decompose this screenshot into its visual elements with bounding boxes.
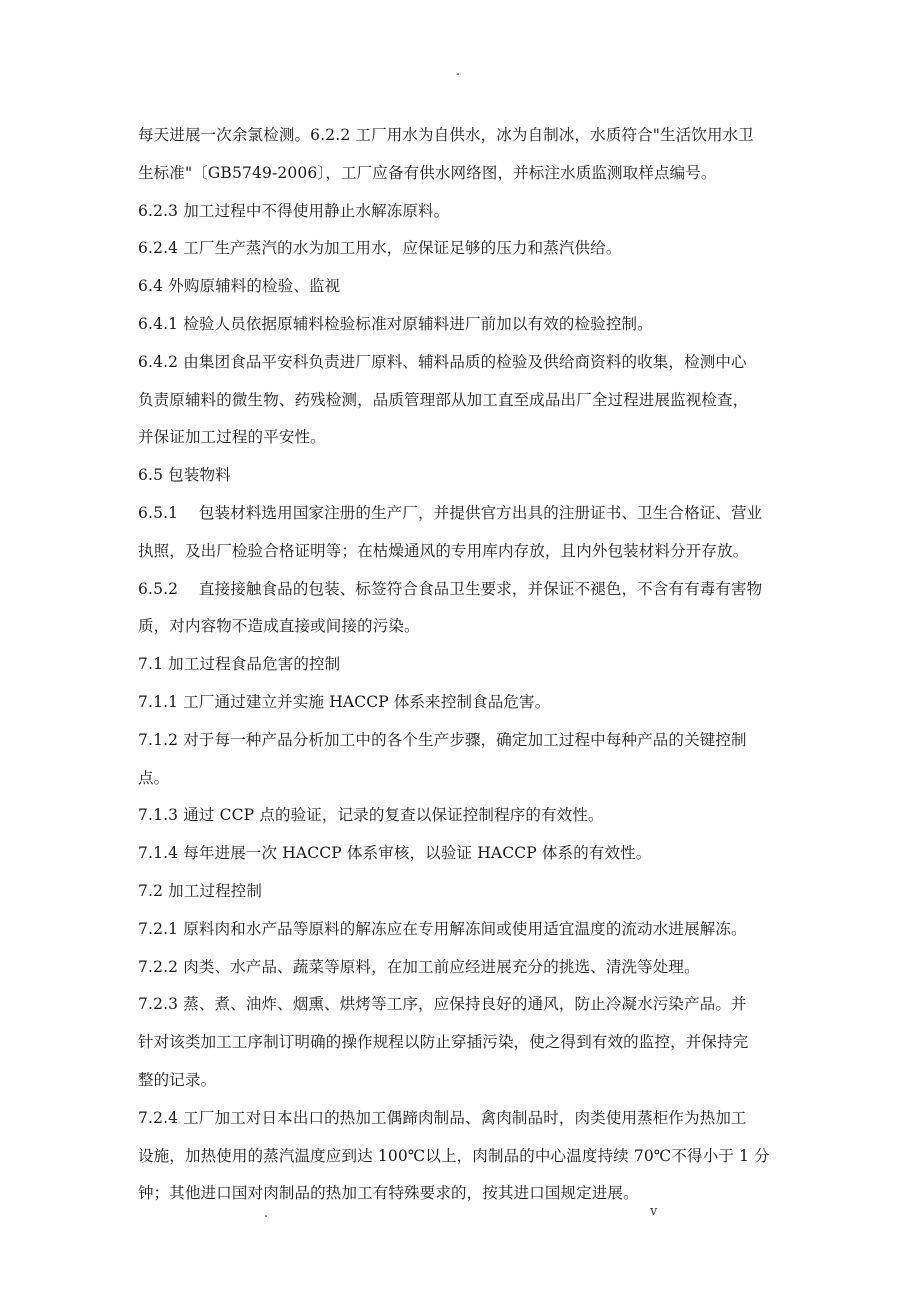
text-line: 7.2.1 原料肉和水产品等原料的解冻应在专用解冻间或使用适宜温度的流动水进展解冻。 <box>138 919 747 938</box>
body-text <box>138 117 788 1213</box>
text-line: 设施，加热使用的蒸汽温度应到达 100℃以上，肉制品的中心温度持续 70℃不得小于 1 分 <box>138 1146 770 1165</box>
text-line: 6.2.4 工厂生产蒸汽的水为加工用水，应保证足够的压力和蒸汽供给。 <box>138 239 622 258</box>
section-heading: 7.1 加工过程食品危害的控制 <box>138 655 341 674</box>
text-line: 执照，及出厂检验合格证明等；在枯燥通风的专用库内存放，且内外包装材料分开存放。 <box>138 541 749 560</box>
page-number: v <box>650 1204 658 1219</box>
text-line: 6.5.2 直接接触食品的包装、标签符合食品卫生要求，并保证不褪色，不含有有毒有害物 <box>138 579 763 598</box>
text-line: 7.1.1 工厂通过建立并实施 HACCP 体系来控制食品危害。 <box>138 692 551 711</box>
text-line: 7.1.4 每年进展一次 HACCP 体系审核，以验证 HACCP 体系的有效性。 <box>138 844 652 863</box>
section-heading: 6.5 包装物料 <box>138 466 231 485</box>
text-line: 7.1.3 通过 CCP 点的验证，记录的复查以保证控制程序的有效性。 <box>138 806 604 825</box>
text-line: 每天进展一次余氯检测。6.2.2 工厂用水为自供水，冰为自制冰，水质符合"生活饮用水卫 <box>138 126 754 144</box>
text-line: 6.2.3 加工过程中不得使用静止水解冻原料。 <box>138 201 450 220</box>
text-line: 6.4.2 由集团食品平安科负责进厂原料、辅料品质的检验及供给商资料的收集，检测中心 <box>138 352 747 371</box>
text-line: 7.2.2 肉类、水产品、蔬菜等原料，在加工前应经进展充分的挑选、清洗等处理。 <box>138 957 700 976</box>
text-line: 点。 <box>138 768 170 787</box>
text-line: 钟；其他进口国对肉制品的热加工有特殊要求的，按其进口国规定进展。 <box>138 1184 639 1203</box>
text-line: 生标准"〔GB5749-2006〕，工厂应备有供水网络图，并标注水质监测取样点编号。 <box>138 163 717 182</box>
text-line: 7.2.3 蒸、煮、油炸、烟熏、烘烤等工序，应保持良好的通风，防止冷凝水污染产品。并 <box>138 995 747 1014</box>
text-line: 6.5.1 包装材料选用国家注册的生产厂，并提供官方出具的注册证书、卫生合格证、营业 <box>138 503 763 522</box>
text-line: 质，对内容物不造成直接或间接的污染。 <box>138 617 420 636</box>
text-line: 整的记录。 <box>138 1070 217 1089</box>
text-line: 7.2.4 工厂加工对日本出口的热加工偶蹄肉制品、禽肉制品时，肉类使用蒸柜作为热加工 <box>138 1108 747 1127</box>
text-line: 并保证加工过程的平安性。 <box>138 428 326 447</box>
text-line: 针对该类加工工序制订明确的操作规程以防止穿插污染，使之得到有效的监控，并保持完 <box>138 1033 749 1052</box>
text-line: 6.4.1 检验人员依据原辅料检验标准对原辅料进厂前加以有效的检验控制。 <box>138 314 653 333</box>
section-heading: 6.4 外购原辅料的检验、监视 <box>138 277 341 296</box>
text-line: 负责原辅料的微生物、药残检测，品质管理部从加工直至成品出厂全过程进展监视检查， <box>138 390 749 409</box>
section-heading: 7.2 加工过程控制 <box>138 881 263 900</box>
text-line: 7.1.2 对于每一种产品分析加工中的各个生产步骤，确定加工过程中每种产品的关键控制 <box>138 730 747 749</box>
header-mark: . <box>456 64 461 79</box>
footer-mark: . <box>264 1206 269 1221</box>
